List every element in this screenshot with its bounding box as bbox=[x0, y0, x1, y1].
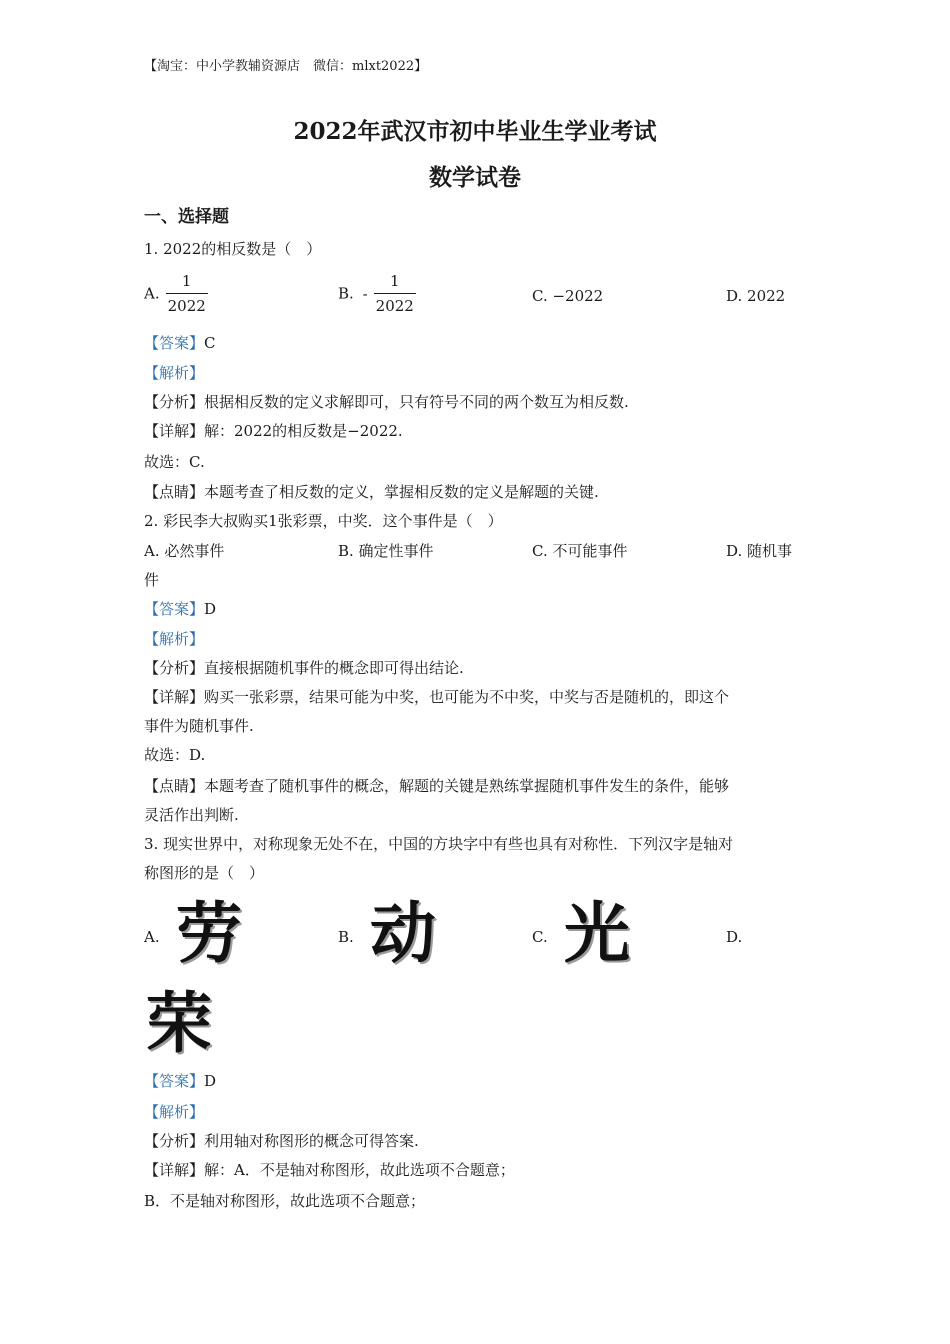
q2-option-a: A. 必然事件 bbox=[144, 542, 225, 560]
q1-analysis-tag: 【解析】 bbox=[144, 364, 205, 382]
q2-guxuan: 故选：D. bbox=[144, 746, 206, 764]
exam-subtitle: 数学试卷 bbox=[429, 164, 521, 191]
fraction-numerator: 1 bbox=[374, 272, 416, 294]
q2-answer bbox=[144, 599, 216, 619]
q1-option-b-label: B. bbox=[338, 284, 354, 303]
q3-option-a-label: A. bbox=[144, 928, 160, 946]
q2-analysis-tag: 【解析】 bbox=[144, 630, 205, 648]
q3-fenxi: 【分析】利用轴对称图形的概念可得答案. bbox=[144, 1132, 419, 1150]
q2-option-c: C. 不可能事件 bbox=[532, 542, 628, 560]
fraction-numerator: 1 bbox=[166, 272, 208, 294]
q3-option-b-explanation: B．不是轴对称图形，故此选项不合题意； bbox=[144, 1192, 426, 1210]
fraction-denominator: 2022 bbox=[167, 297, 206, 315]
q2-dianjing-line2: 灵活作出判断. bbox=[144, 806, 239, 824]
q1-xiangjie: 【详解】解：2022的相反数是−2022. bbox=[144, 422, 403, 440]
q2-fenxi: 【分析】直接根据随机事件的概念即可得出结论. bbox=[144, 659, 464, 677]
q3-stem-line1: 3. 现实世界中，对称现象无处不在，中国的方块字中有些也具有对称性．下列汉字是轴对 bbox=[144, 835, 734, 853]
q1-answer bbox=[144, 333, 216, 353]
q1-guxuan: 故选：C. bbox=[144, 453, 205, 471]
page-header: 【淘宝：中小学教辅资源店 微信：mlxt2022】 bbox=[144, 59, 428, 74]
q3-option-d-label: D. bbox=[726, 928, 743, 946]
q1-option-b bbox=[338, 272, 416, 315]
q3-option-c-char: 光 bbox=[564, 895, 630, 972]
q3-answer bbox=[144, 1071, 216, 1091]
q1-option-b-sign: - bbox=[362, 284, 368, 303]
answer-value: C bbox=[204, 334, 216, 352]
q1-option-d: D. 2022 bbox=[726, 287, 786, 305]
answer-tag: 【答案】 bbox=[144, 600, 205, 618]
answer-value: D bbox=[204, 600, 217, 618]
exam-title: 2022年武汉市初中毕业生学业考试 bbox=[293, 118, 657, 145]
q3-option-b-label: B. bbox=[338, 928, 354, 946]
q1-option-b-fraction bbox=[374, 272, 416, 315]
q1-option-c: C. −2022 bbox=[532, 287, 604, 305]
q2-option-d: D. 随机事 bbox=[726, 542, 793, 560]
q1-option-a-fraction bbox=[166, 272, 208, 315]
q1-option-a bbox=[144, 272, 208, 315]
fraction-denominator: 2022 bbox=[375, 297, 414, 315]
q1-option-a-label: A. bbox=[144, 284, 160, 303]
section-title: 一、选择题 bbox=[144, 207, 229, 227]
answer-tag: 【答案】 bbox=[144, 1072, 205, 1090]
q3-stem-line2: 称图形的是（ ） bbox=[144, 864, 265, 882]
q2-stem: 2. 彩民李大叔购买1张彩票，中奖．这个事件是（ ） bbox=[144, 512, 503, 530]
q2-xiangjie-line2: 事件为随机事件. bbox=[144, 717, 254, 735]
q3-option-c-label: C. bbox=[532, 928, 548, 946]
q3-analysis-tag: 【解析】 bbox=[144, 1103, 205, 1121]
q2-xiangjie-line1: 【详解】购买一张彩票，结果可能为中奖，也可能为不中奖，中奖与否是随机的，即这个 bbox=[144, 688, 730, 706]
q1-stem: 1. 2022的相反数是（ ） bbox=[144, 240, 322, 258]
q3-option-a-char: 劳 bbox=[176, 895, 242, 972]
q3-option-d-char: 荣 bbox=[146, 985, 212, 1062]
q3-xiangjie: 【详解】解：A．不是轴对称图形，故此选项不合题意； bbox=[144, 1161, 515, 1179]
answer-tag: 【答案】 bbox=[144, 334, 205, 352]
q2-dianjing-line1: 【点睛】本题考查了随机事件的概念，解题的关键是熟练掌握随机事件发生的条件，能够 bbox=[144, 777, 730, 795]
q1-fenxi: 【分析】根据相反数的定义求解即可，只有符号不同的两个数互为相反数. bbox=[144, 393, 629, 411]
q2-option-b: B. 确定性事件 bbox=[338, 542, 434, 560]
answer-value: D bbox=[204, 1072, 217, 1090]
q1-dianjing: 【点睛】本题考查了相反数的定义，掌握相反数的定义是解题的关键. bbox=[144, 483, 599, 501]
q3-option-b-char: 动 bbox=[370, 895, 436, 972]
q2-option-d-wrap: 件 bbox=[144, 571, 160, 589]
